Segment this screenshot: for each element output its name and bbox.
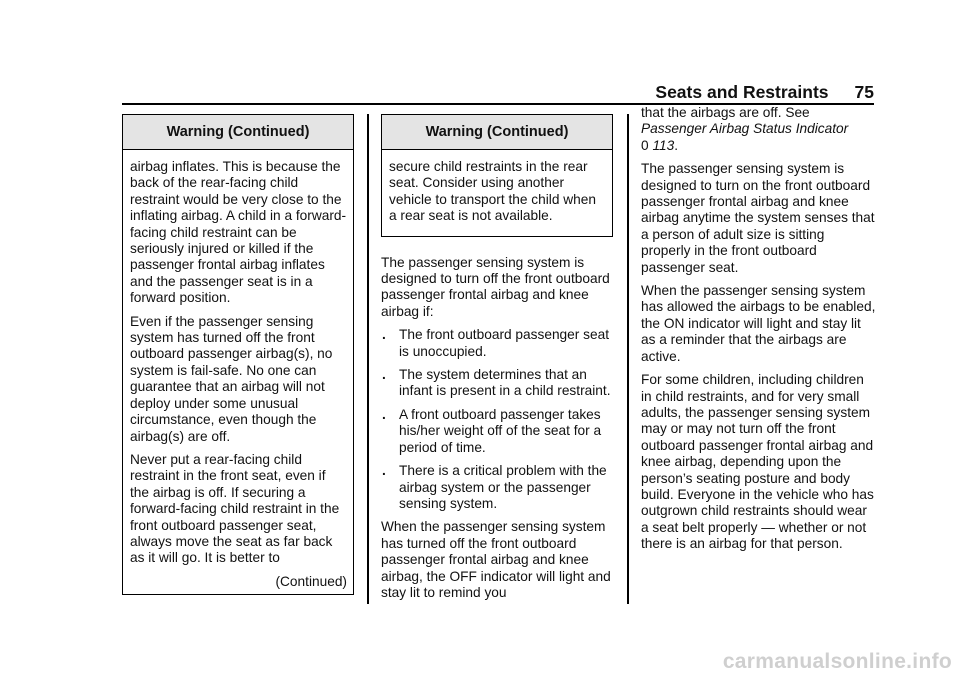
intro-paragraph: The passenger sensing system is designed to turn off the front outboard passenger frontal airbag and knee airbag if: [381,254,610,319]
warning-title: Warning (Continued) [382,115,612,150]
warning-box-2 [381,114,613,237]
paragraph: For some children, including children in child restraints, and for very small adults, the passenger sensing system may or may not turn off the front outboard passenger frontal airbag and knee airbag, depending upon the person’s seating posture and body build. Everyone in the vehicle who has outgrown child restraints should wear a seat belt properly — whether or not there is an airbag for that person. [641,372,874,552]
warning-paragraph: secure child restraints in the rear seat. Consider using another vehicle to transport the child when a rear seat is not available. [389,159,596,224]
column-2 [381,114,613,608]
bullet: . [382,463,386,479]
warning-paragraph: airbag inflates. This is because the back of the rear-facing child restraint would be very close to the inflating airbag. A child in a forward-facing child restraint can be seriously injured or killed if the passenger frontal airbag inflates and the passenger seat is in a forward position. [130,159,347,306]
bullet: . [382,406,386,422]
paragraph [641,105,876,154]
cross-reference-link[interactable]: Passenger Airbag Status Indicator [641,121,849,137]
paragraph: The passenger sensing system is designed to turn on the front outboard passenger frontal airbag and knee airbag anytime the system senses that a person of adult size is sitting properly in the front outboard passenger seat. [641,161,875,275]
paragraph-text: that the airbags are off. See [641,105,810,120]
warning-body [123,150,353,594]
section-title: Seats and Restraints [655,82,829,102]
page-ref-symbol: 0 [641,137,649,153]
page-header [122,82,874,103]
list-item-text: The system determines that an infant is present in a child restraint. [399,367,611,399]
warning-title: Warning (Continued) [123,115,353,150]
list-item-text: A front outboard passenger takes his/her weight off of the seat for a period of time. [399,406,602,455]
paragraph: When the passenger sensing system has allowed the airbags to be enabled, the ON indicator will light and stay lit as a reminder that the airbags are active. [641,283,876,364]
page-ref-number[interactable]: 113 [652,137,675,153]
condition-list [381,327,613,512]
column-3 [641,105,876,560]
list-item [381,463,613,512]
column-divider [627,114,629,604]
column-divider [367,114,369,604]
list-item [381,367,613,400]
bullet: . [382,367,386,383]
watermark: carmanualsonline.info [722,650,952,673]
list-item-text: The front outboard passenger seat is unoccupied. [399,327,610,359]
closing-paragraph: When the passenger sensing system has turned off the front outboard passenger frontal airbag and knee airbag, the OFF indicator will light and stay lit to remind you [381,519,611,600]
column-1 [122,114,354,595]
continued-label: (Continued) [275,573,347,589]
bullet: . [382,327,386,343]
list-item-text: There is a critical problem with the airbag system or the passenger sensing system. [399,463,607,511]
page-number: 75 [854,82,874,102]
warning-paragraph: Even if the passenger sensing system has turned off the front outboard passenger airbag(s), no system is fail-safe. No one can guarantee that an airbag will not deploy under some unusual circumstance, even though the airbag(s) are off. [130,313,333,444]
list-item [381,407,613,456]
warning-paragraph: Never put a rear-facing child restraint in the front seat, even if the airbag is off. If securing a forward-facing child restraint in the front outboard passenger seat, always move the seat as far back as it will go. It is better to [130,451,340,566]
list-item [381,327,613,360]
period: . [674,137,679,153]
warning-box-1 [122,114,354,595]
warning-body [382,150,612,236]
